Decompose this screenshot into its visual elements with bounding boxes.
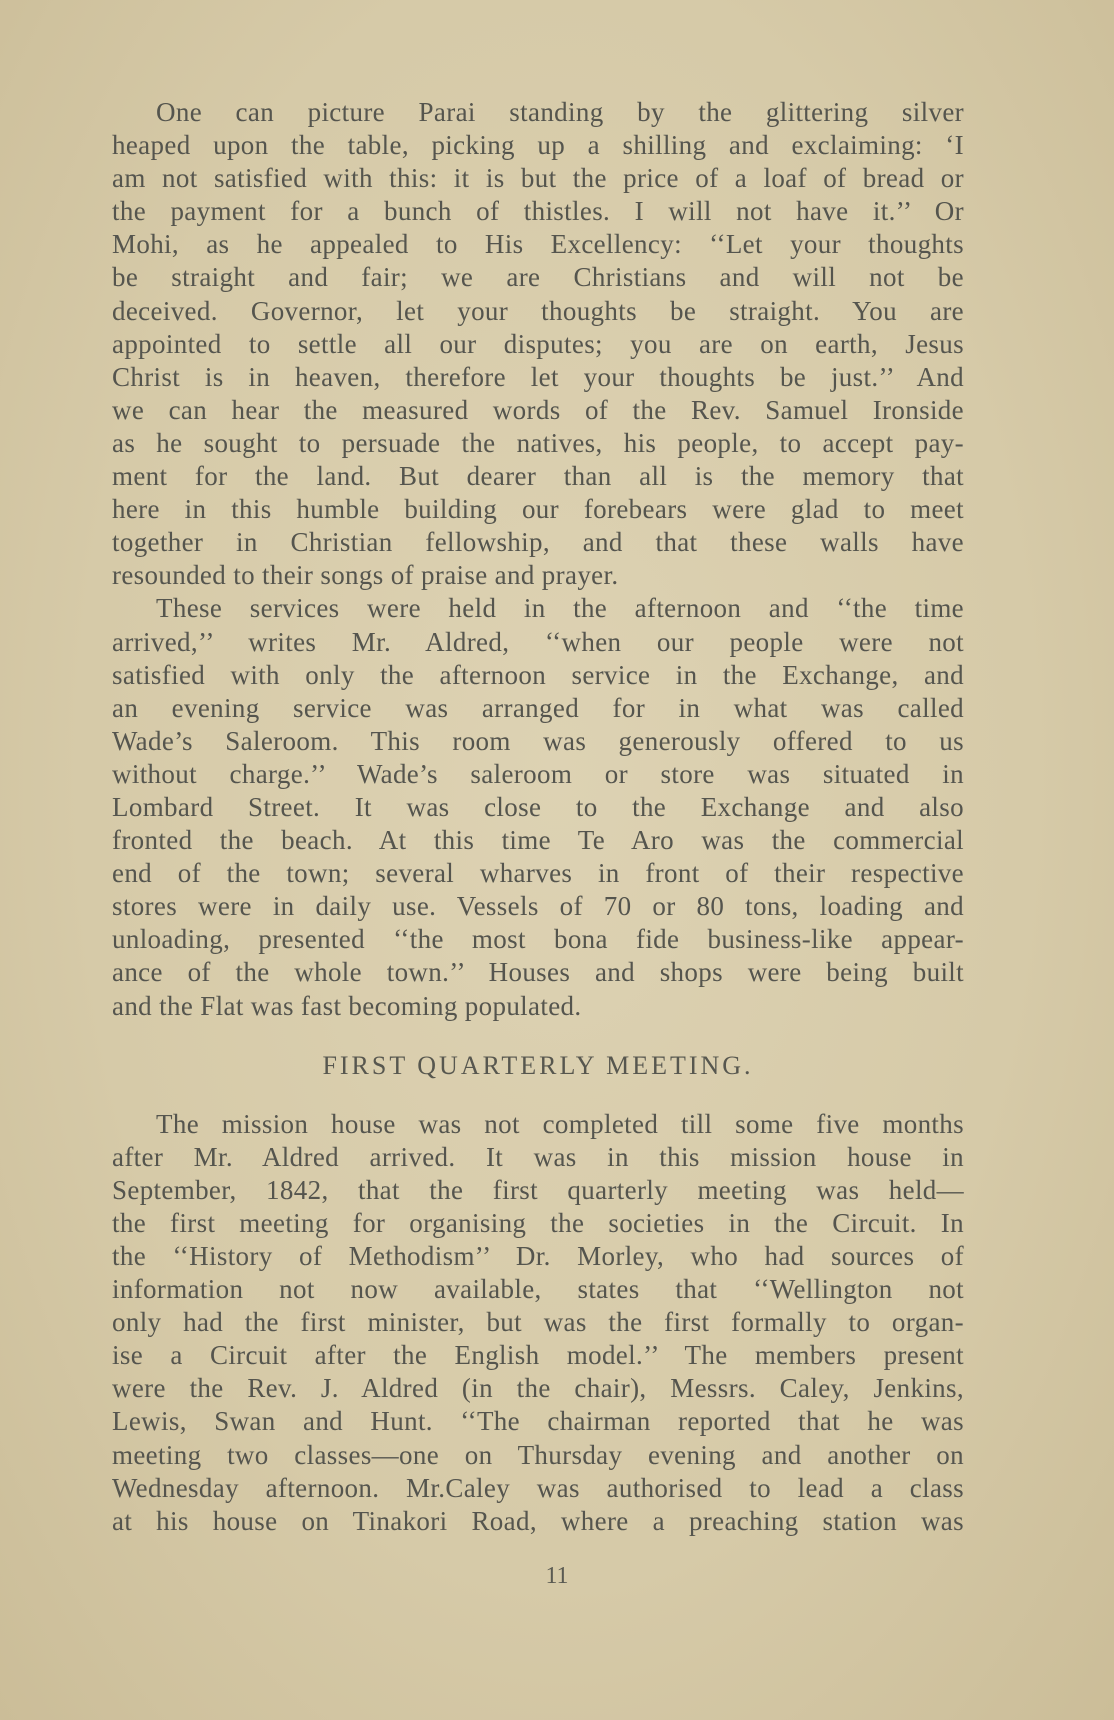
text-line: stores were in daily use. Vessels of 70 or 80 tons, loading and (112, 891, 964, 922)
text-line: Lombard Street. It was close to the Exchange and also (112, 791, 964, 822)
text-line: The mission house was not completed till some five months (156, 1108, 964, 1139)
text-line: were the Rev. J. Aldred (in the chair), Messrs. Caley, Jenkins, (112, 1373, 964, 1404)
text-line: September, 1842, that the first quarterly meeting was held— (112, 1174, 964, 1205)
text-line: am not satisfied with this: it is but the price of a loaf of bread or (112, 163, 964, 194)
paragraph-1 (112, 96, 964, 592)
text-line: without charge.’’ Wade’s saleroom or store was situated in (112, 758, 964, 789)
text-line: we can hear the measured words of the Rev. Samuel Ironside (112, 394, 964, 425)
text-line: at his house on Tinakori Road, where a preaching station was (112, 1505, 964, 1536)
text-line: and the Flat was fast becoming populated. (112, 990, 582, 1021)
text-line: ance of the whole town.’’ Houses and shops were being built (112, 957, 964, 988)
text-line: satisfied with only the afternoon service in the Exchange, and (112, 659, 964, 690)
text-line: appointed to settle all our disputes; you are on earth, Jesus (112, 328, 964, 359)
text-line: Wade’s Saleroom. This room was generously offered to us (112, 725, 964, 756)
text-line: Mohi, as he appealed to His Excellency: ‘‘Let your thoughts (112, 229, 964, 260)
text-line: after Mr. Aldred arrived. It was in this mission house in (112, 1141, 964, 1172)
text-line: Lewis, Swan and Hunt. ‘‘The chairman reported that he was (112, 1406, 964, 1437)
text-line: information not now available, states that ‘‘Wellington not (112, 1274, 964, 1305)
text-line: end of the town; several wharves in front of their respective (112, 858, 964, 889)
text-line: ise a Circuit after the English model.’’ The members present (112, 1340, 964, 1371)
text-line: resounded to their songs of praise and prayer. (112, 560, 619, 591)
text-line: here in this humble building our forebears were glad to meet (112, 494, 964, 525)
text-line: unloading, presented ‘‘the most bona fide business-like appear- (112, 924, 964, 955)
paragraph-2 (112, 592, 964, 1022)
paragraph-3 (112, 1108, 964, 1538)
text-line: only had the first minister, but was the first formally to organ- (112, 1307, 964, 1338)
text-line: arrived,’’ writes Mr. Aldred, ‘‘when our people were not (112, 626, 964, 657)
text-line: the payment for a bunch of thistles. I will not have it.’’ Or (112, 196, 964, 227)
page-number: 11 (545, 1563, 569, 1589)
text-line: ment for the land. But dearer than all is the memory that (112, 461, 964, 492)
text-line: heaped upon the table, picking up a shilling and exclaiming: ‘I (112, 130, 964, 161)
text-line: an evening service was arranged for in what was called (112, 692, 964, 723)
text-line: Christ is in heaven, therefore let your thoughts be just.’’ And (112, 361, 964, 392)
text-line: the ‘‘History of Methodism’’ Dr. Morley, who had sources of (112, 1241, 964, 1271)
text-line: One can picture Parai standing by the glittering silver (156, 97, 964, 127)
text-line: Wednesday afternoon. Mr.Caley was authorised to lead a class (112, 1472, 964, 1503)
text-line: be straight and fair; we are Christians and will not be (112, 262, 964, 293)
text-line: deceived. Governor, let your thoughts be straight. You are (112, 295, 964, 326)
text-line: fronted the beach. At this time Te Aro was the commercial (112, 825, 964, 856)
text-line: together in Christian fellowship, and that these walls have (112, 527, 964, 558)
section-heading: FIRST QUARTERLY MEETING. (322, 1050, 754, 1080)
text-line: meeting two classes—one on Thursday evening and another on (112, 1439, 964, 1470)
text-line: the first meeting for organising the societies in the Circuit. In (112, 1207, 964, 1238)
body-text (112, 96, 964, 1538)
text-line: These services were held in the afternoon and ‘‘the time (156, 593, 964, 624)
text-line: as he sought to persuade the natives, his people, to accept pay- (112, 427, 964, 458)
